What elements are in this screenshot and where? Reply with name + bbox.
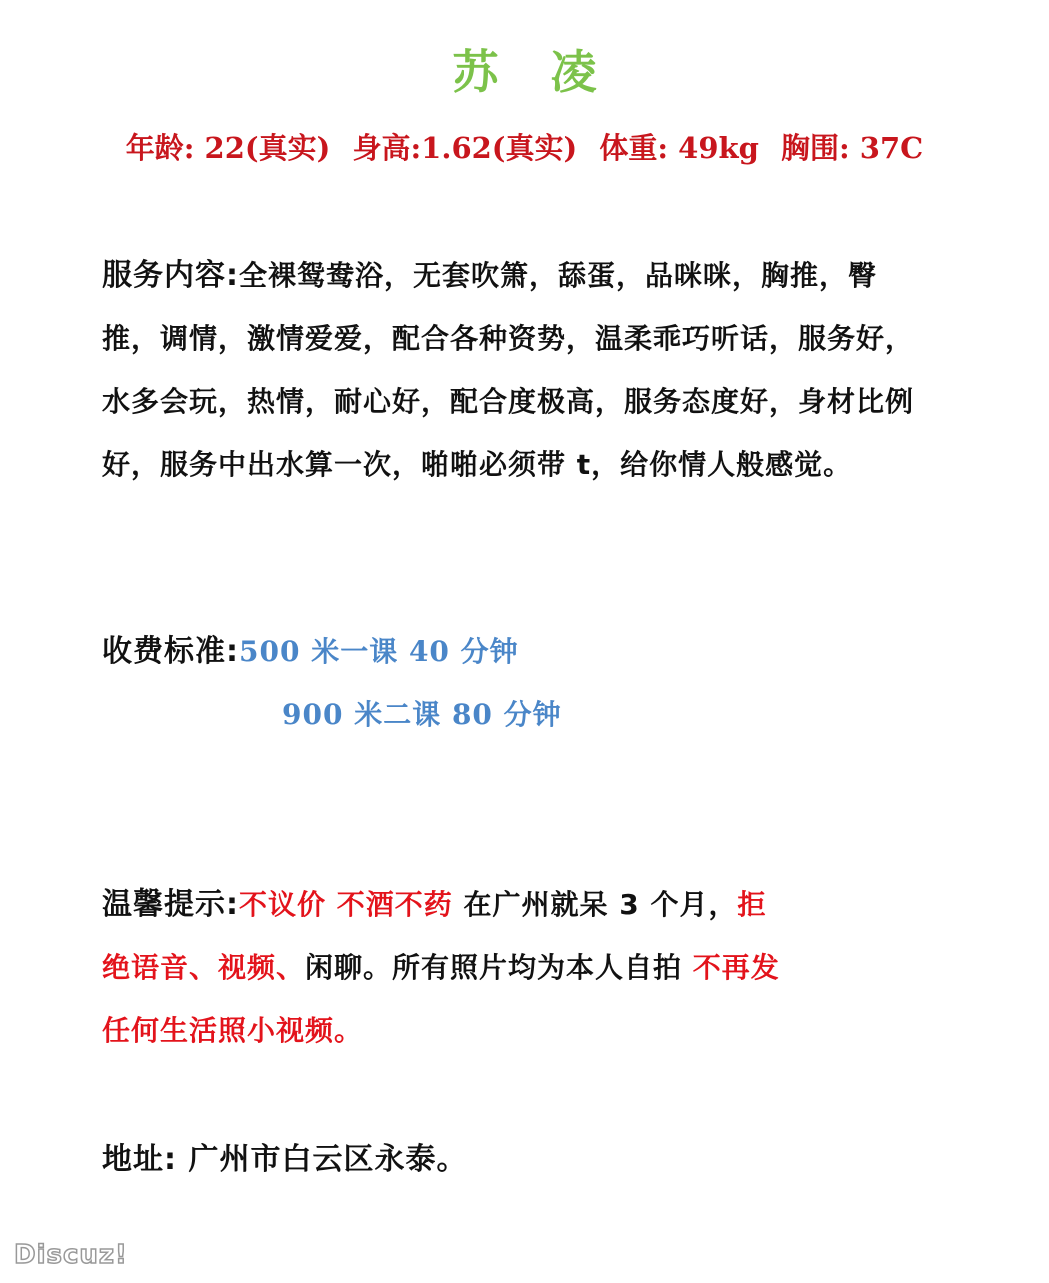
services-line: 好，服务中出水算一次，啪啪必须带 t，给你情人般感觉。: [102, 448, 853, 481]
stat-age: 年龄: 22(真实): [125, 131, 331, 165]
address-text: 地址: 广州市白云区永泰。: [102, 1142, 468, 1177]
stat-bust: 胸围: 37C: [781, 131, 924, 165]
page-title: 苏凌: [452, 45, 649, 99]
stat-weight: 体重: 49kg: [599, 131, 759, 165]
profile-stats: [0, 126, 1049, 167]
notice-text: 闲聊。所有照片均为本人自拍: [305, 951, 693, 984]
notice-red-text: 绝语音、视频、: [102, 951, 306, 984]
services-section: [102, 244, 952, 496]
stat-height: 身高:1.62(真实): [352, 131, 578, 165]
fee-item: 900 米二课 80 分钟: [282, 698, 562, 731]
discuz-watermark: Discuz!: [14, 1240, 128, 1270]
fee-item: 500 米一课 40 分钟: [239, 635, 519, 668]
notice-label: 温馨提示:: [102, 887, 239, 922]
notice-red-text: 任何生活照小视频。: [102, 1014, 364, 1047]
notice-section: [102, 873, 952, 1062]
notice-red-text: 拒: [737, 888, 767, 921]
notice-text: 在广州就呆 3 个月，: [452, 888, 738, 921]
notice-red-text: 不再发: [692, 951, 780, 984]
services-line: 推，调情，激情爱爱，配合各种资势，温柔乖巧听话，服务好，: [102, 322, 915, 355]
fees-label: 收费标准:: [102, 634, 239, 669]
services-line: 水多会玩，热情，耐心好，配合度极高，服务态度好，身材比例: [102, 385, 915, 418]
address-section: [102, 1128, 952, 1191]
fees-section: [102, 620, 952, 746]
services-line: 全裸鸳鸯浴，无套吹箫，舔蛋，品咪咪，胸推，臀: [239, 259, 878, 292]
services-label: 服务内容:: [102, 258, 239, 293]
notice-red-text: 不议价 不酒不药: [239, 888, 453, 921]
